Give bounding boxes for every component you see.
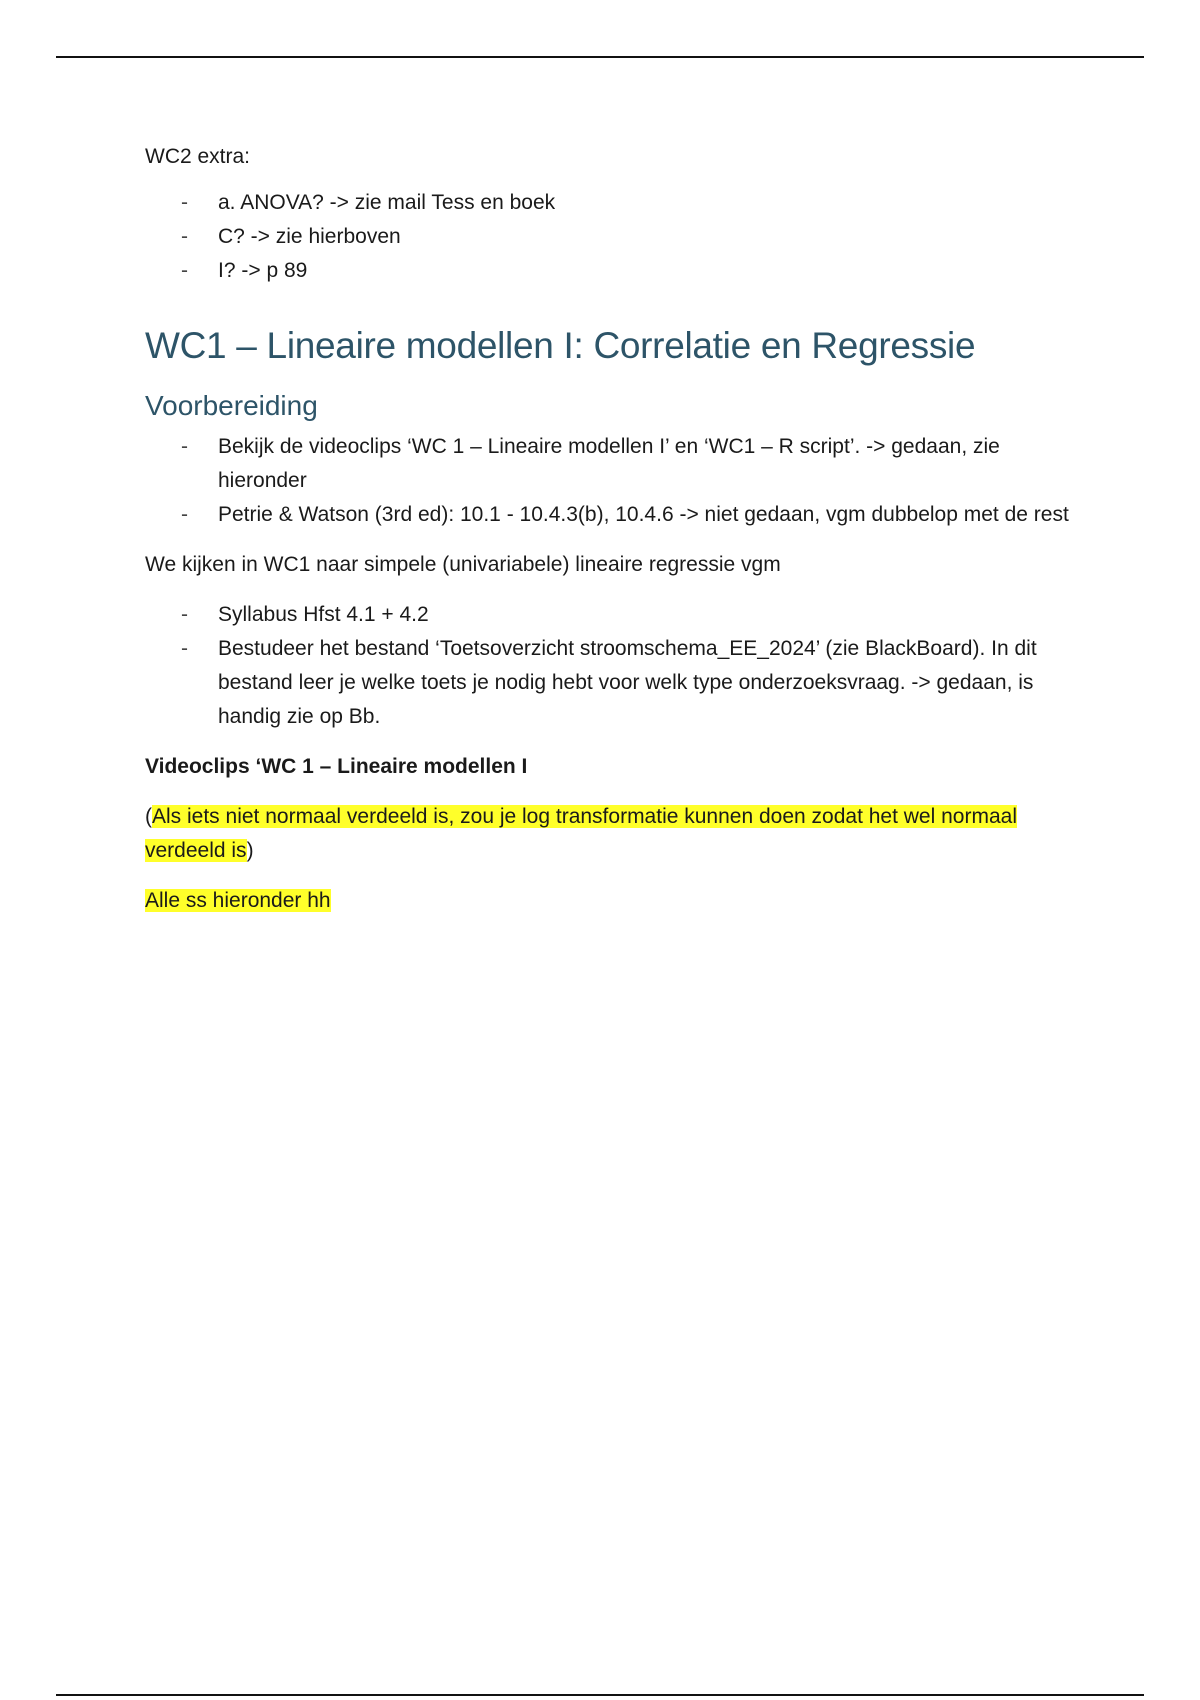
note-open-paren: ( — [145, 805, 152, 828]
dash-bullet: - — [181, 603, 188, 626]
highlighted-line: Alle ss hieronder hh — [145, 889, 331, 912]
list-item — [145, 430, 1085, 498]
videoclips-heading: Videoclips ‘WC 1 – Lineaire modellen I — [145, 755, 528, 778]
list-item-text: Petrie & Watson (3rd ed): 10.1 - 10.4.3(b), 10.4.6 -> niet gedaan, vgm dubbelop met de rest — [218, 503, 1069, 526]
document-body — [145, 140, 1085, 934]
list-item — [145, 186, 1085, 220]
list-item — [145, 254, 1085, 288]
header-rule — [56, 56, 1144, 58]
footer-rule — [56, 1694, 1144, 1696]
list-item-text: I? -> p 89 — [218, 259, 308, 282]
wc2-extra-label: WC2 extra: — [145, 145, 251, 168]
prep-list — [145, 430, 1085, 532]
dash-bullet: - — [181, 637, 188, 660]
list-item-text: a. ANOVA? -> zie mail Tess en boek — [218, 191, 556, 214]
list-item-text: Syllabus Hfst 4.1 + 4.2 — [218, 603, 429, 626]
list-item-text: Bestudeer het bestand ‘Toetsoverzicht stroomschema_EE_2024’ (zie BlackBoard). In dit bestand leer je welke toets je nodig hebt voor welk type onderzoeksvraag. -> gedaan, is handig zie op Bb. — [218, 637, 1037, 728]
note-close-paren: ) — [246, 839, 254, 862]
note-paragraph — [145, 800, 1085, 868]
list-item — [145, 498, 1085, 532]
subsection-heading: Voorbereiding — [145, 390, 318, 421]
list-item-text: Bekijk de videoclips ‘WC 1 – Lineaire modellen I’ en ‘WC1 – R script’. -> gedaan, zie hieronder — [218, 435, 1000, 492]
dash-bullet: - — [181, 503, 188, 526]
dash-bullet: - — [181, 225, 188, 248]
highlight-line-paragraph — [145, 884, 1085, 918]
list-item-text: C? -> zie hierboven — [218, 225, 401, 248]
dash-bullet: - — [181, 259, 188, 282]
intro-paragraph: We kijken in WC1 naar simpele (univariabele) lineaire regressie vgm — [145, 553, 781, 576]
dash-bullet: - — [181, 191, 188, 214]
highlighted-note: Als iets niet normaal verdeeld is, zou je log transformatie kunnen doen zodat het wel normaal verdeeld is — [145, 805, 1017, 862]
list-item — [145, 598, 1085, 632]
study-list — [145, 598, 1085, 734]
list-item — [145, 632, 1085, 734]
dash-bullet: - — [181, 435, 188, 458]
wc2-extra-list — [145, 186, 1085, 288]
section-heading: WC1 – Lineaire modellen I: Correlatie en Regressie — [145, 325, 976, 366]
list-item — [145, 220, 1085, 254]
